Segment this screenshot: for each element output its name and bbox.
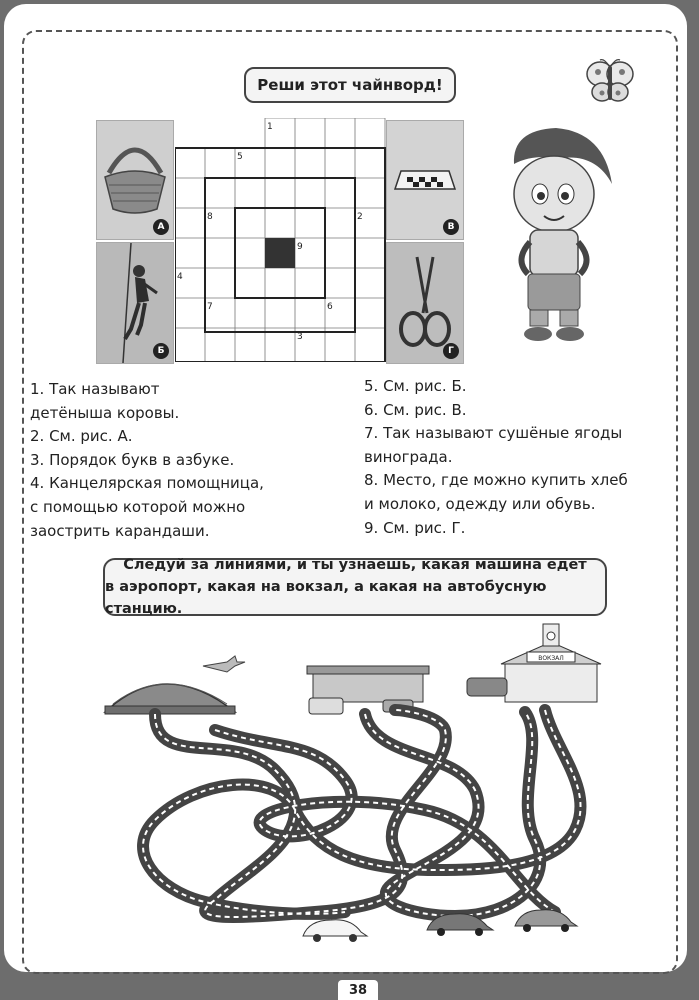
clue-line: 9. См. рис. Г. — [364, 518, 466, 537]
bus-icon — [309, 698, 343, 714]
car-gray — [515, 910, 577, 932]
grid-number-1: 1 — [267, 122, 273, 132]
grid-number-9: 9 — [297, 242, 303, 252]
road-maze-illustration — [95, 620, 615, 950]
photo-badge-g: Г — [443, 343, 459, 359]
clue-line: 8. Место, где можно купить хлеб — [364, 471, 628, 490]
clues-left-column — [30, 378, 264, 543]
photo-badge-v: В — [443, 219, 459, 235]
car-white — [303, 920, 367, 942]
clue-line: заострить карандаши. — [30, 521, 210, 540]
clue-line: 6. См. рис. В. — [364, 400, 467, 419]
clue-line: с помощью которой можно — [30, 497, 246, 516]
butterfly-icon — [584, 58, 636, 106]
grid-number-6: 6 — [327, 302, 333, 312]
clue-line: 3. Порядок букв в азбуке. — [30, 450, 235, 469]
photo-a-basket — [96, 120, 174, 240]
cartoon-boy-illustration — [492, 124, 622, 350]
station-sign-text: ВОКЗАЛ — [538, 655, 564, 662]
clue-line: и молоко, одежду или обувь. — [364, 494, 596, 513]
photo-badge-a: А — [153, 219, 169, 235]
clue-line: детёныша коровы. — [30, 403, 180, 422]
grid-number-4: 4 — [177, 272, 183, 282]
clue-line: 2. См. рис. А. — [30, 427, 133, 446]
railway-station-building — [467, 624, 601, 702]
clue-line: винограда. — [364, 447, 453, 466]
grid-center-black-cell — [265, 238, 295, 268]
grid-number-8: 8 — [207, 212, 213, 222]
chainword-grid — [175, 118, 387, 362]
clue-line: 4. Канцелярская помощница, — [30, 474, 264, 493]
airport-building — [105, 656, 245, 714]
maze-roads — [143, 710, 580, 917]
grid-number-2: 2 — [357, 212, 363, 222]
photo-v-taxi-sign — [386, 120, 464, 240]
clue-line: 1. Так называют — [30, 380, 160, 398]
task-line-2: в аэропорт, какая на вокзал, а какая на автобусную станцию. — [105, 579, 547, 617]
maze-task-instruction — [103, 558, 607, 616]
photo-g-scissors — [386, 242, 464, 364]
train-icon — [467, 678, 507, 696]
clues-right-column — [364, 375, 628, 540]
grid-number-3: 3 — [297, 332, 303, 342]
airplane-icon — [203, 656, 245, 672]
clue-line: 7. Так называют сушёные ягоды — [364, 424, 623, 443]
page-number: 38 — [338, 980, 378, 1000]
photo-badge-b: Б — [153, 343, 169, 359]
photo-b-climber — [96, 242, 174, 364]
grid-number-5: 5 — [237, 152, 243, 162]
task-line-1: Следуй за линиями, и ты узнаешь, какая машина едет — [123, 557, 587, 573]
clue-line: 5. См. рис. Б. — [364, 377, 467, 395]
chainword-title: Реши этот чайнворд! — [244, 67, 456, 103]
grid-number-7: 7 — [207, 302, 213, 312]
